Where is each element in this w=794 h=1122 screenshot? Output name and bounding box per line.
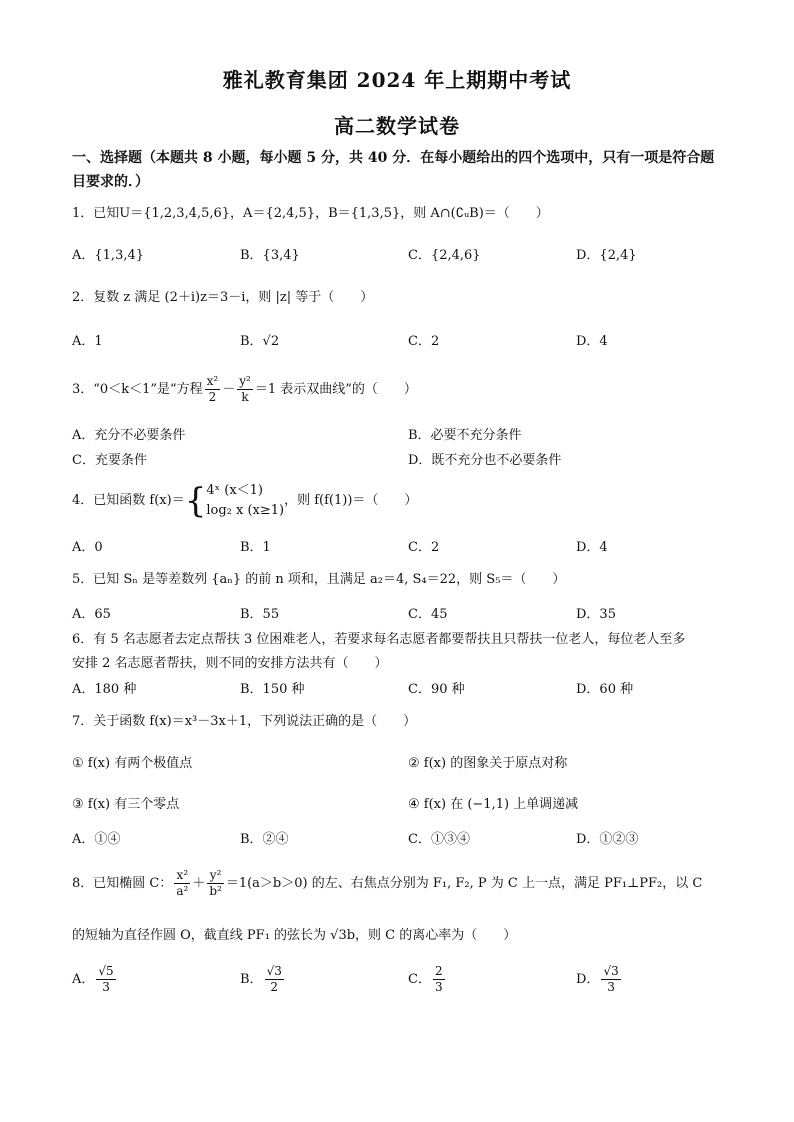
question-8-fraction-1 bbox=[174, 868, 190, 899]
fraction-numerator: y² bbox=[207, 868, 224, 884]
left-brace: { bbox=[184, 480, 207, 521]
option-label: D． bbox=[576, 972, 600, 987]
question-7-statement-3: ③ f(x) 有三个零点 bbox=[72, 797, 180, 812]
question-5-option-d: D．35 bbox=[576, 607, 616, 622]
fraction-numerator: y² bbox=[239, 374, 251, 388]
question-7-option-a: A．①④ bbox=[72, 832, 121, 847]
fraction-numerator: x² bbox=[206, 374, 219, 388]
question-1-option-c: C．{2,4,6} bbox=[408, 248, 481, 263]
question-4-option-a: A．0 bbox=[72, 540, 103, 555]
fraction-denominator: 2 bbox=[270, 980, 279, 994]
question-1-stem: 1．已知U＝{1,2,3,4,5,6}，A＝{2,4,5}，B＝{1,3,5}，则 A∩(∁ᵤB)＝（ ） bbox=[72, 206, 549, 221]
question-1-option-a: A．{1,3,4} bbox=[72, 248, 145, 263]
question-4-stem-post: ，则 f(f(1))＝（ ） bbox=[284, 493, 418, 508]
question-6-option-b: B．150 种 bbox=[240, 682, 305, 697]
question-1-option-d: D．{2,4} bbox=[576, 248, 637, 263]
question-4-stem-pre: 4．已知函数 f(x)＝ bbox=[72, 493, 185, 508]
question-3-stem-post: ＝1 表示双曲线”的（ ） bbox=[254, 382, 417, 397]
question-7-option-c: C．①③④ bbox=[408, 832, 470, 847]
question-7-statement-4: ④ f(x) 在 (−1,1) 上单调递减 bbox=[408, 797, 579, 812]
option-label: C． bbox=[408, 972, 431, 987]
fraction-denominator: b² bbox=[209, 884, 222, 898]
question-3-fraction-2 bbox=[237, 374, 253, 405]
question-8-stem-post: ＝1(a＞b＞0) 的左、右焦点分别为 F₁, F₂, P 为 C 上一点，满足 PF₁⊥PF₂，以 C bbox=[225, 876, 703, 891]
question-7-option-b: B．②④ bbox=[240, 832, 289, 847]
question-3-stem bbox=[72, 368, 417, 412]
question-4-option-b: B．1 bbox=[240, 540, 271, 555]
piecewise-cases bbox=[206, 481, 284, 521]
question-4-stem bbox=[72, 478, 417, 524]
question-8-stem-pre: 8．已知椭圆 C： bbox=[72, 876, 173, 891]
fraction-numerator: √3 bbox=[603, 964, 619, 978]
question-7-statement-1: ① f(x) 有两个极值点 bbox=[72, 756, 193, 771]
fraction-denominator: k bbox=[241, 390, 249, 404]
question-5-stem: 5．已知 Sₙ 是等差数列 {aₙ} 的前 n 项和，且满足 a₂＝4, S₄＝22，则 S₅＝（ ） bbox=[72, 572, 566, 587]
question-6-stem-line-2: 安排 2 名志愿者帮扶，则不同的安排方法共有（ ） bbox=[72, 656, 388, 671]
question-6-option-a: A．180 种 bbox=[72, 682, 137, 697]
option-fraction bbox=[265, 964, 284, 995]
question-3-option-c: C．充要条件 bbox=[72, 453, 147, 468]
section-heading: 一、选择题（本题共 8 小题，每小题 5 分，共 40 分．在每小题给出的四个选项中，只有一项是符合题目要求的．） bbox=[72, 150, 715, 190]
question-4-option-d: D．4 bbox=[576, 540, 608, 555]
fraction-numerator: 2 bbox=[434, 964, 443, 978]
question-8-option-b bbox=[240, 964, 286, 995]
question-1-option-b: B．{3,4} bbox=[240, 248, 300, 263]
question-3-option-b: B．必要不充分条件 bbox=[408, 428, 522, 443]
question-8-option-c bbox=[408, 964, 447, 995]
question-3-option-a: A．充分不必要条件 bbox=[72, 428, 186, 443]
question-8-option-a bbox=[72, 964, 118, 995]
piecewise-case-2: log₂ x (x≥1) bbox=[206, 502, 285, 518]
option-fraction bbox=[601, 964, 620, 995]
question-6-option-c: C．90 种 bbox=[408, 682, 465, 697]
question-3-stem-pre: 3．“0＜k＜1”是“方程 bbox=[72, 382, 203, 397]
question-6-stem-line-1: 6．有 5 名志愿者去定点帮扶 3 位困难老人，若要求每名志愿者都要帮扶且只帮扶一位老人，每位老人至多 bbox=[72, 632, 686, 647]
question-3-fraction-1 bbox=[205, 374, 221, 405]
option-fraction bbox=[96, 964, 115, 995]
question-2-option-b: B．√2 bbox=[240, 334, 280, 349]
plus-sign: ＋ bbox=[192, 876, 206, 891]
question-7-statement-2: ② f(x) 的图象关于原点对称 bbox=[408, 756, 568, 771]
fraction-denominator: 3 bbox=[434, 980, 443, 994]
question-5-option-c: C．45 bbox=[408, 607, 448, 622]
fraction-denominator: 3 bbox=[607, 980, 615, 994]
fraction-denominator: 3 bbox=[102, 980, 110, 994]
question-8-option-d bbox=[576, 964, 623, 995]
fraction-numerator: √5 bbox=[98, 964, 114, 978]
question-6-option-d: D．60 种 bbox=[576, 682, 634, 697]
option-label: A． bbox=[72, 972, 95, 987]
question-7-option-d: D．①②③ bbox=[576, 832, 639, 847]
fraction-numerator: √3 bbox=[266, 964, 282, 978]
question-2-stem: 2．复数 z 满足 (2＋i)z＝3－i，则 |z| 等于（ ） bbox=[72, 290, 374, 305]
question-3-option-d: D．既不充分也不必要条件 bbox=[408, 453, 562, 468]
question-5-option-a: A．65 bbox=[72, 607, 111, 622]
fraction-denominator: a² bbox=[176, 884, 189, 898]
question-8-fraction-2 bbox=[207, 868, 224, 899]
piecewise-case-1: 4ˣ (x＜1) bbox=[206, 482, 264, 498]
question-5-option-b: B．55 bbox=[240, 607, 280, 622]
question-2-option-c: C．2 bbox=[408, 334, 440, 349]
minus-sign: － bbox=[222, 382, 236, 397]
question-4-option-c: C．2 bbox=[408, 540, 440, 555]
question-2-option-d: D．4 bbox=[576, 334, 608, 349]
option-fraction bbox=[433, 964, 445, 995]
question-8-stem-line-2: 的短轴为直径作圆 O，截直线 PF₁ 的弦长为 √3b，则 C 的离心率为（ ） bbox=[72, 928, 517, 943]
exam-title: 雅礼教育集团 2024 年上期期中考试 bbox=[222, 68, 572, 92]
question-2-option-a: A．1 bbox=[72, 334, 103, 349]
option-label: B． bbox=[240, 972, 263, 987]
question-7-stem: 7．关于函数 f(x)＝x³－3x＋1，下列说法正确的是（ ） bbox=[72, 714, 417, 729]
question-8-stem bbox=[72, 862, 702, 906]
fraction-denominator: 2 bbox=[208, 390, 217, 404]
fraction-numerator: x² bbox=[174, 868, 190, 884]
exam-subtitle: 高二数学试卷 bbox=[334, 114, 460, 138]
